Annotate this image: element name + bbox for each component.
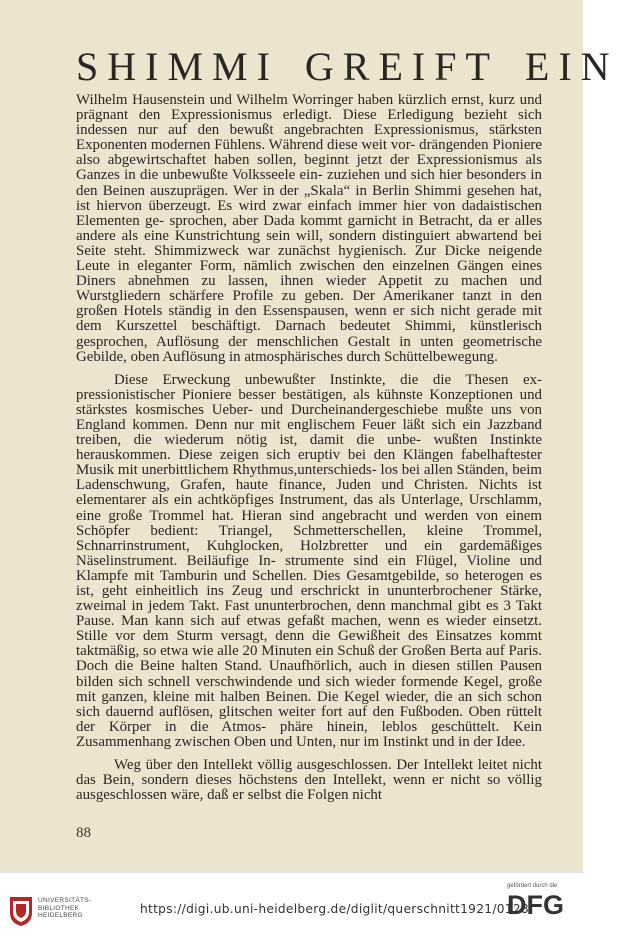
institution-line: HEIDELBERG [38, 912, 83, 919]
paragraph-1: Wilhelm Hausenstein und Wilhelm Worringer haben kürzlich ernst, kurz und prägnant den Expressionismus erledigt. Diese Erledigung bezieht sich indessen nur auf den bewußt angebrachten Expressionismus, stärksten Exponenten modernen Fühlens. Während diese weit vor- drängenden Pioniere also abgewirtschaftet haben sollen, beginnt jetzt der Expressionismus als Ganzes in die unbewußte Volksseele ein- zuziehen und sich hier besonders in den Beinen auszuprägen. Wer in der „Skala“ in Berlin Shimmi gesehen hat, ist hiervon überzeugt. Es wird zwar einfach immer hier von dadaistischen Elementen ge- sprochen, aber Dada kommt garnicht in Betracht, da er alles andere als eine Kunstrichtung sein will, sondern distinguiert abwartend bei Seite steht. Shimmizweck war zunächst hygienisch. Zur Dicke neigende Leute in eleganter Form, nämlich zwischen den einzelnen Gängen eines Diners abnehmen zu lassen, ihnen wieder Appetit zu machen und Wurstgliedern schärfere Profile zu geben. Der Amerikaner tanzt in den großen Hotels ständig in den Essenspausen, wenn er sich nicht gerade mit dem Kurszettel beschäftigt. Darnach bedeutet Shimmi, künstlerisch gesprochen, Auflösung der menschlichen Gestalt in unten geometrische Gebilde, oben Auflösung in atmosphärisches durch Schüttelbewegung. [76, 92, 542, 365]
title-word: EIN [524, 44, 619, 89]
dfg-logo-icon: DFG [507, 890, 564, 920]
funder-badge[interactable] [507, 883, 577, 919]
article-title [76, 44, 619, 90]
funding-caption: gefördert durch die [507, 883, 558, 889]
page-number: 88 [76, 825, 91, 841]
source-url-link[interactable]: https://digi.ub.uni-heidelberg.de/diglit/querschnitt1921/0128 [140, 902, 529, 916]
title-word: GREIFT [304, 44, 499, 89]
article-body [76, 93, 542, 803]
institution-line: BIBLIOTHEK [38, 904, 80, 912]
paragraph-3: Weg über den Intellekt völlig ausgeschlossen. Der Intellekt leitet nicht das Bein, sondern dieses höchstens den Intellekt, wenn er nicht so völlig ausgeschlossen wäre, daß er selbst die Folgen nicht [76, 757, 542, 804]
institution-name [38, 897, 91, 920]
university-seal-icon[interactable] [8, 893, 34, 927]
viewer-footer [0, 872, 583, 935]
paragraph-2: Diese Erweckung unbewußter Instinkte, die die Thesen ex- pressionistischer Pioniere besser bestätigen, als kühnste Konzeptionen und stärkstes kosmisches Ueber- und Durcheinandergeschiebe mußte uns von England kommen. Denn nur mit englischem Feuer läßt sich ein Jazzband treiben, die wiederum nötig ist, damit die unbe- wußten Instinkte herauskommen. Diese zeigen sich eruptiv bei den Klängen fabelhaftester Musik mit unerbittlichem Rhythmus,unterschieds- los bei allen Ständen, beim Ladenschwung, Grafen, haute finance, Juden und Christen. Nichts ist elementarer als ein achtköpfiges Instrument, das als Unterlage, Urschlamm, eine große Trommel hat. Hieran sind angebracht und werden von einem Schöpfer bedient: Triangel, Schmetterschellen, kleine Trommel, Schnarrinstrument, Kuhglocken, Holzbretter und ein gardemäßiges Näselinstrument. Beiläufige In- strumente sind ein Flügel, Violine und Klampfe mit Tamburin und Schellen. Dies Gesamtgebilde, so heterogen es ist, geht einheitlich ins Zeug und erschrickt in ununterbrochener Stärke, zweimal in jedem Takt. Fast ununterbrochen, denn manchmal gibt es 3 Takt Pause. Man kann sich auf etwas gefaßt machen, wenn es wieder einsetzt. Stille vor dem Sturm versagt, denn die Gewißheit des Einsatzes kommt taktmäßig, so etwa wie alle 20 Minuten ein Schuß der Großen Berta auf Paris. Doch die Beine halten Stand. Unaufhörlich, auch in diesen stillen Pausen bilden sich schnell verschwindende und sich wieder formende Kegel, große mit ganzen, kleine mit halben Beinen. Die Kegel wieder, die an sich schon sich dauernd auflösen, glitschen weiter fort auf den Fußboden. Oben rüttelt der Körper in die Atmos- phäre hinein, leblos geschüttelt. Kein Zusammenhang zwischen Oben und Unten, nur im Instinkt und in der Idee. [76, 371, 542, 750]
institution-line: UNIVERSITÄTS- [38, 897, 92, 904]
title-word: SHIMMI [76, 44, 279, 89]
